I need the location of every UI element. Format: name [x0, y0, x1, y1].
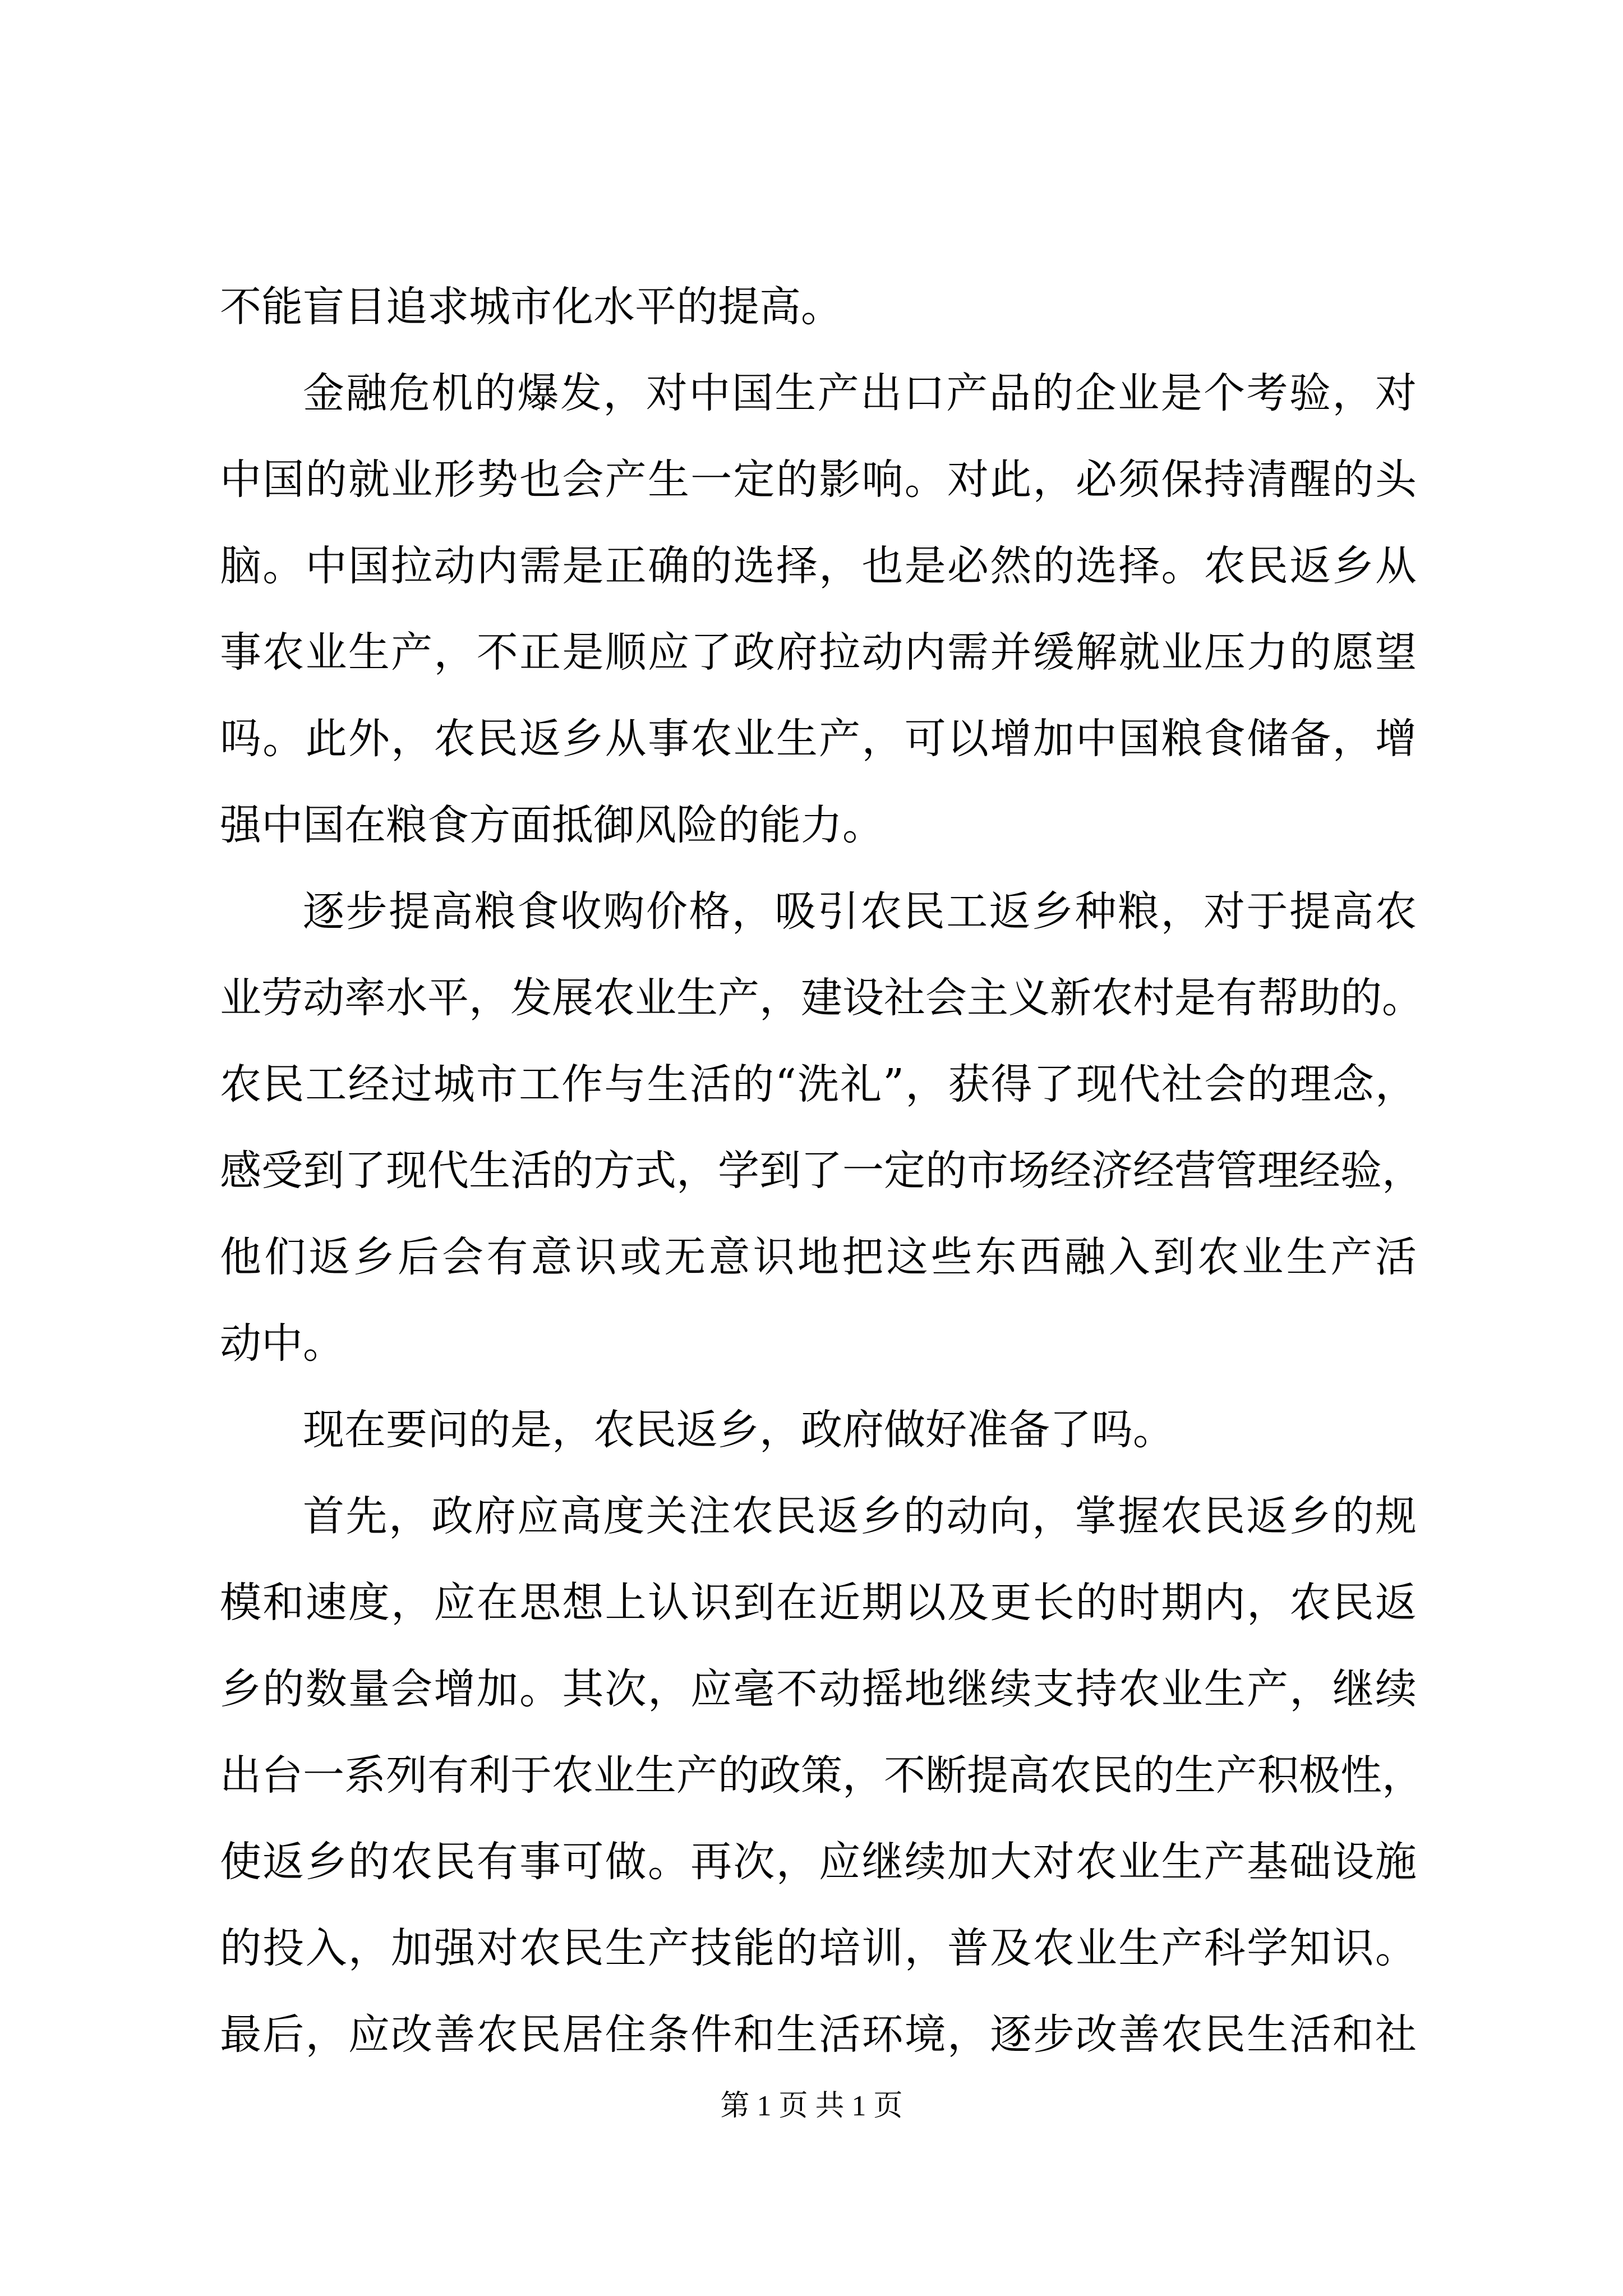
text-line: 乡的数量会增加。其次，应毫不动摇地继续支持农业生产，继续	[220, 1665, 1417, 1713]
text-line: 使返乡的农民有事可做。再次，应继续加大对农业生产基础设施	[220, 1838, 1417, 1886]
text-line: 最后，应改善农民居住条件和生活环境，逐步改善农民生活和社	[220, 2010, 1417, 2059]
text-line: 吗。此外，农民返乡从事农业生产，可以增加中国粮食储备，增	[220, 715, 1417, 763]
text-line: 脑。中国拉动内需是正确的选择，也是必然的选择。农民返乡从	[220, 542, 1417, 590]
text-line: 业劳动率水平，发展农业生产，建设社会主义新农村是有帮助的。	[220, 974, 1423, 1022]
page-number-footer: 第 1 页 共 1 页	[720, 2090, 903, 2122]
text-line: 不能盲目追求城市化水平的提高。	[220, 283, 842, 331]
text-line: 的投入，加强对农民生产技能的培训，普及农业生产科学知识。	[220, 1924, 1417, 1972]
text-line: 他们返乡后会有意识或无意识地把这些东西融入到农业生产活	[220, 1233, 1417, 1281]
paragraph-start-line: 现在要问的是，农民返乡，政府做好准备了吗。	[303, 1406, 1174, 1454]
text-line: 强中国在粮食方面抵御风险的能力。	[220, 801, 884, 849]
text-line: 事农业生产，不正是顺应了政府拉动内需并缓解就业压力的愿望	[220, 628, 1417, 677]
paragraph-start-line: 逐步提高粮食收购价格，吸引农民工返乡种粮，对于提高农	[303, 887, 1417, 936]
body-text	[220, 264, 1423, 2078]
text-line: 出台一系列有利于农业生产的政策，不断提高农民的生产积极性，	[220, 1751, 1423, 1800]
text-line: 中国的就业形势也会产生一定的影响。对此，必须保持清醒的头	[220, 455, 1417, 504]
paragraph-start-line: 首先，政府应高度关注农民返乡的动向，掌握农民返乡的规	[303, 1492, 1417, 1540]
text-line: 农民工经过城市工作与生活的“洗礼”，获得了现代社会的理念，	[220, 1060, 1417, 1108]
paragraph-start-line: 金融危机的爆发，对中国生产出口产品的企业是个考验，对	[303, 369, 1417, 417]
text-line: 感受到了现代生活的方式，学到了一定的市场经济经营管理经验，	[220, 1147, 1423, 1195]
text-line: 模和速度，应在思想上认识到在近期以及更长的时期内，农民返	[220, 1579, 1417, 1627]
text-line: 动中。	[220, 1319, 344, 1368]
